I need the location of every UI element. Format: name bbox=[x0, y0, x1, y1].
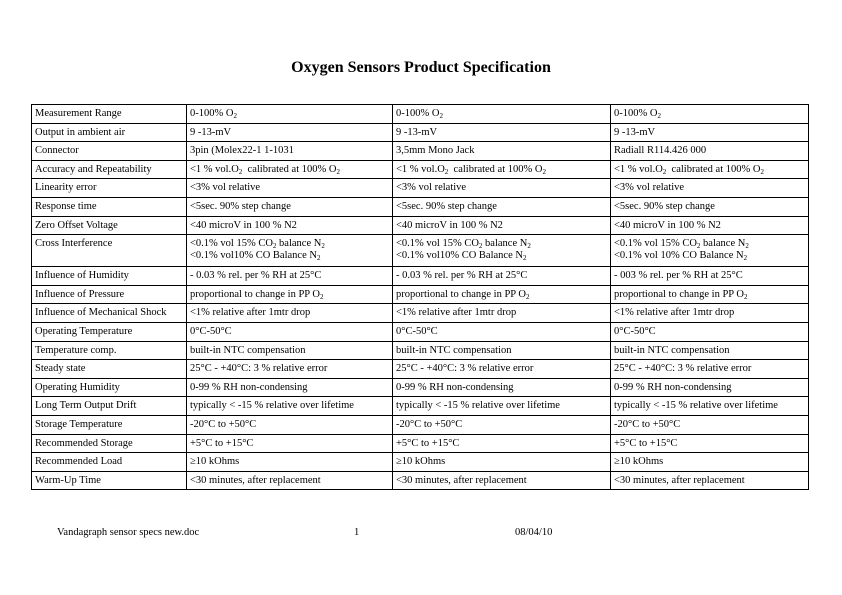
spec-cell: 3pin (Molex22-1 1-1031 bbox=[187, 142, 393, 161]
spec-cell: - 0.03 % rel. per % RH at 25°C bbox=[187, 267, 393, 286]
row-label: Influence of Mechanical Shock bbox=[32, 304, 187, 323]
table-row bbox=[32, 360, 809, 379]
row-label: Recommended Storage bbox=[32, 434, 187, 453]
table-row bbox=[32, 397, 809, 416]
table-row bbox=[32, 378, 809, 397]
table-row bbox=[32, 434, 809, 453]
row-label: Warm-Up Time bbox=[32, 471, 187, 490]
row-label: Temperature comp. bbox=[32, 341, 187, 360]
table-row bbox=[32, 304, 809, 323]
table-row bbox=[32, 179, 809, 198]
spec-cell: - 003 % rel. per % RH at 25°C bbox=[611, 267, 809, 286]
spec-cell: <1 % $vol.O_2$ calibrated at 100% $O_2$ bbox=[611, 160, 809, 179]
spec-cell: -20°C to +50°C bbox=[611, 415, 809, 434]
row-label: Cross Interference bbox=[32, 235, 187, 267]
spec-cell: 0-99 % RH non-condensing bbox=[187, 378, 393, 397]
spec-cell: <3% vol relative bbox=[611, 179, 809, 198]
spec-cell: 0-100% $O_2$ bbox=[393, 105, 611, 124]
spec-cell: -20°C to +50°C bbox=[393, 415, 611, 434]
table-row bbox=[32, 453, 809, 472]
table-row bbox=[32, 341, 809, 360]
spec-cell: 25°C - +40°C: 3 % relative error bbox=[393, 360, 611, 379]
spec-cell: +5°C to +15°C bbox=[611, 434, 809, 453]
spec-cell: <1% relative after 1mtr drop bbox=[187, 304, 393, 323]
row-label: Recommended Load bbox=[32, 453, 187, 472]
spec-cell: ≥10 kOhms bbox=[393, 453, 611, 472]
spec-cell: 0-99 % RH non-condensing bbox=[393, 378, 611, 397]
spec-cell: 9 -13-mV bbox=[611, 123, 809, 142]
spec-cell: 25°C - +40°C: 3 % relative error bbox=[187, 360, 393, 379]
row-label: Connector bbox=[32, 142, 187, 161]
row-label: Operating Humidity bbox=[32, 378, 187, 397]
spec-cell: 0°C-50°C bbox=[393, 322, 611, 341]
spec-cell: ≥10 kOhms bbox=[611, 453, 809, 472]
spec-cell: <1 % $vol.O_2$ calibrated at 100% $O_2$ bbox=[393, 160, 611, 179]
spec-cell: <5sec. 90% step change bbox=[187, 197, 393, 216]
spec-cell: 9 -13-mV bbox=[393, 123, 611, 142]
table-row bbox=[32, 322, 809, 341]
spec-cell: <0.1% vol 15% $CO_2$ balance $N_2$ <0.1% vol10% CO Balance $N_2$ bbox=[187, 235, 393, 267]
row-label: Zero Offset Voltage bbox=[32, 216, 187, 235]
spec-table bbox=[31, 104, 809, 490]
spec-cell: proportional to change in PP $O_2$ bbox=[393, 285, 611, 304]
table-row bbox=[32, 285, 809, 304]
spec-cell: +5°C to +15°C bbox=[393, 434, 611, 453]
spec-cell: 25°C - +40°C: 3 % relative error bbox=[611, 360, 809, 379]
row-label: Influence of Pressure bbox=[32, 285, 187, 304]
spec-cell: <5sec. 90% step change bbox=[393, 197, 611, 216]
row-label: Influence of Humidity bbox=[32, 267, 187, 286]
row-label: Accuracy and Repeatability bbox=[32, 160, 187, 179]
spec-cell: built-in NTC compensation bbox=[393, 341, 611, 360]
row-label: Response time bbox=[32, 197, 187, 216]
table-row bbox=[32, 160, 809, 179]
row-label: Output in ambient air bbox=[32, 123, 187, 142]
spec-cell: proportional to change in PP $O_2$ bbox=[187, 285, 393, 304]
spec-cell: 0°C-50°C bbox=[187, 322, 393, 341]
spec-cell: <40 microV in 100 % N2 bbox=[393, 216, 611, 235]
spec-cell: <30 minutes, after replacement bbox=[187, 471, 393, 490]
footer-date: 08/04/10 bbox=[515, 527, 553, 538]
spec-cell: <1 % $vol.O_2$ calibrated at 100% $O_2$ bbox=[187, 160, 393, 179]
table-row bbox=[32, 471, 809, 490]
spec-cell: built-in NTC compensation bbox=[611, 341, 809, 360]
table-row bbox=[32, 235, 809, 267]
spec-cell: <40 microV in 100 % N2 bbox=[611, 216, 809, 235]
row-label: Measurement Range bbox=[32, 105, 187, 124]
spec-cell: 9 -13-mV bbox=[187, 123, 393, 142]
spec-cell: proportional to change in PP $O_2$ bbox=[611, 285, 809, 304]
table-row bbox=[32, 267, 809, 286]
spec-cell: typically < -15 % relative over lifetime bbox=[611, 397, 809, 416]
table-row bbox=[32, 142, 809, 161]
spec-cell: 0-99 % RH non-condensing bbox=[611, 378, 809, 397]
row-label: Long Term Output Drift bbox=[32, 397, 187, 416]
spec-cell: 0°C-50°C bbox=[611, 322, 809, 341]
table-row bbox=[32, 216, 809, 235]
spec-cell: 3,5mm Mono Jack bbox=[393, 142, 611, 161]
spec-cell: <3% vol relative bbox=[187, 179, 393, 198]
spec-cell: 0-100% $O_2$ bbox=[187, 105, 393, 124]
table-row bbox=[32, 197, 809, 216]
spec-cell: <30 minutes, after replacement bbox=[393, 471, 611, 490]
spec-cell: <5sec. 90% step change bbox=[611, 197, 809, 216]
spec-cell: typically < -15 % relative over lifetime bbox=[187, 397, 393, 416]
document-title: Oxygen Sensors Product Specification bbox=[291, 59, 551, 76]
spec-cell: - 0.03 % rel. per % RH at 25°C bbox=[393, 267, 611, 286]
spec-cell: <40 microV in 100 % N2 bbox=[187, 216, 393, 235]
spec-cell: ≥10 kOhms bbox=[187, 453, 393, 472]
spec-cell: <1% relative after 1mtr drop bbox=[393, 304, 611, 323]
table-row bbox=[32, 415, 809, 434]
row-label: Linearity error bbox=[32, 179, 187, 198]
row-label: Operating Temperature bbox=[32, 322, 187, 341]
spec-cell: +5°C to +15°C bbox=[187, 434, 393, 453]
spec-cell: <0.1% vol 15% $CO_2$ balance $N_2$ <0.1% vol10% CO Balance $N_2$ bbox=[393, 235, 611, 267]
footer-page-number: 1 bbox=[354, 527, 360, 538]
spec-cell: <1% relative after 1mtr drop bbox=[611, 304, 809, 323]
spec-cell: Radiall R114.426 000 bbox=[611, 142, 809, 161]
row-label: Steady state bbox=[32, 360, 187, 379]
spec-cell: -20°C to +50°C bbox=[187, 415, 393, 434]
footer-filename: Vandagraph sensor specs new.doc bbox=[57, 527, 200, 538]
spec-cell: built-in NTC compensation bbox=[187, 341, 393, 360]
spec-cell: <30 minutes, after replacement bbox=[611, 471, 809, 490]
spec-cell: typically < -15 % relative over lifetime bbox=[393, 397, 611, 416]
table-row bbox=[32, 123, 809, 142]
table-row bbox=[32, 105, 809, 124]
row-label: Storage Temperature bbox=[32, 415, 187, 434]
spec-cell: <0.1% vol 15% $CO_2$ balance $N_2$ <0.1% vol 10% CO Balance $N_2$ bbox=[611, 235, 809, 267]
spec-cell: 0-100% $O_2$ bbox=[611, 105, 809, 124]
spec-cell: <3% vol relative bbox=[393, 179, 611, 198]
